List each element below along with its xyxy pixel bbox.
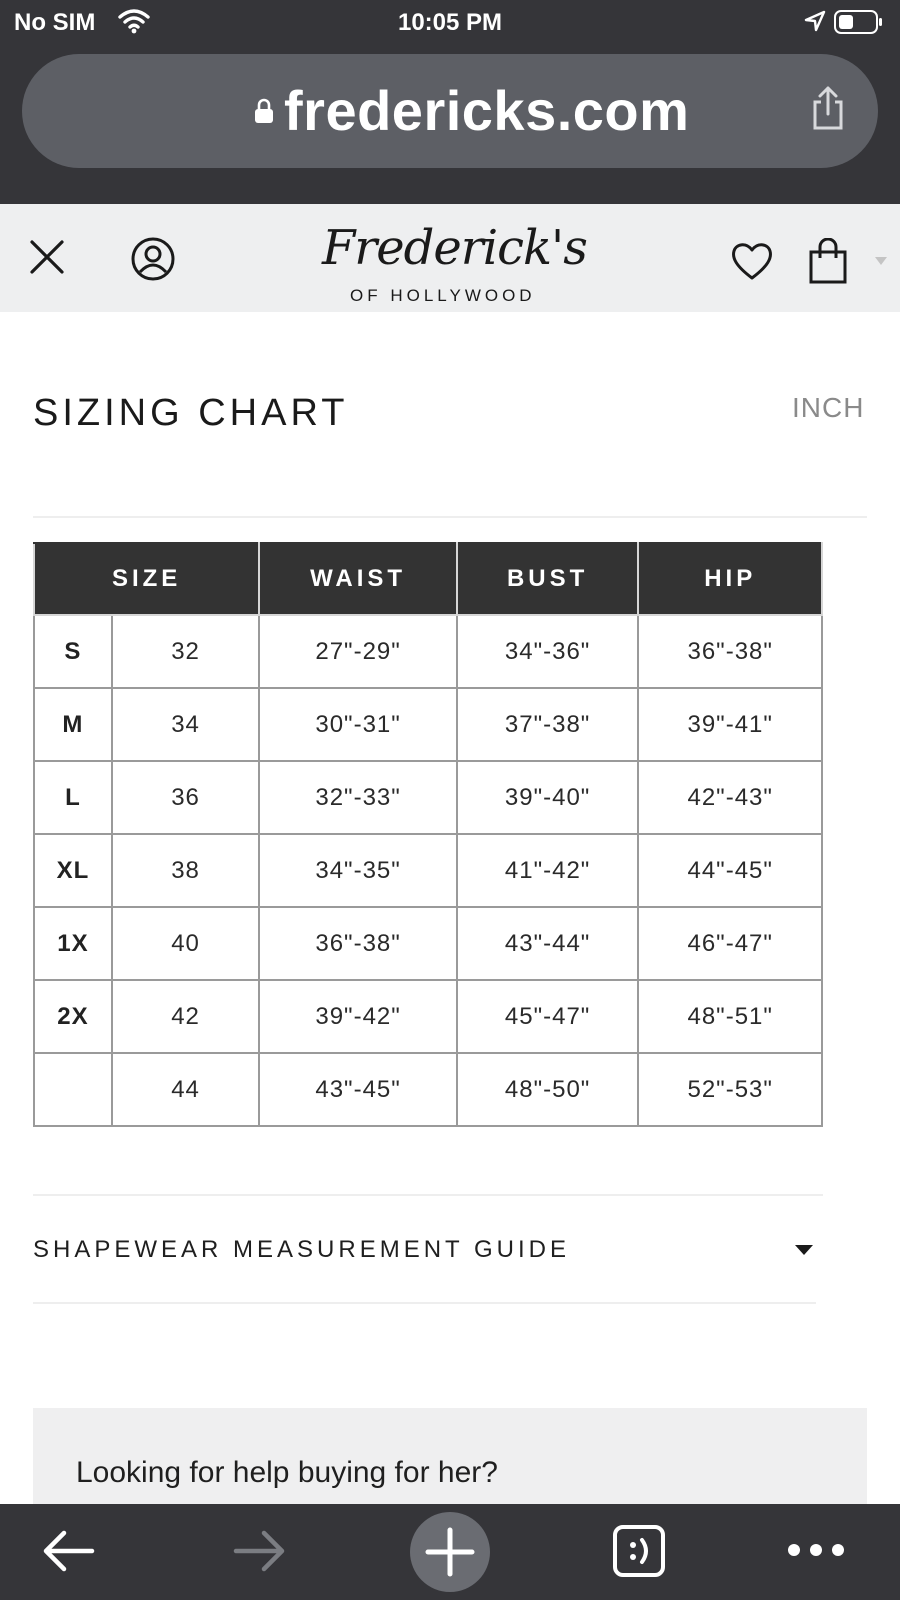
forward-arrow-icon[interactable] <box>232 1528 288 1574</box>
waist-value: 36"-38" <box>259 907 457 980</box>
bust-value: 37"-38" <box>457 688 639 761</box>
header-hip: HIP <box>638 543 822 615</box>
waist-value: 39"-42" <box>259 980 457 1053</box>
table-row <box>34 615 822 688</box>
caret-down-icon[interactable] <box>874 256 888 266</box>
table-row <box>34 761 822 834</box>
logo-script[interactable]: Frederick's <box>322 220 587 276</box>
status-carrier: No SIM <box>14 9 96 36</box>
table-row <box>34 688 822 761</box>
size-label: 2X <box>34 980 112 1053</box>
help-text: Looking for help buying for her? <box>76 1456 498 1489</box>
table-row <box>34 1053 822 1126</box>
table-row <box>34 834 822 907</box>
logo-subtitle: OF HOLLYWOOD <box>350 286 536 305</box>
waist-value: 34"-35" <box>259 834 457 907</box>
unit-toggle[interactable]: INCH <box>792 392 865 423</box>
hip-value: 36"-38" <box>638 615 822 688</box>
bust-value: 41"-42" <box>457 834 639 907</box>
waist-value: 32"-33" <box>259 761 457 834</box>
size-label: M <box>34 688 112 761</box>
address-bar[interactable] <box>22 54 878 168</box>
size-number: 40 <box>112 907 259 980</box>
page-title: SIZING CHART <box>33 392 349 434</box>
size-label: XL <box>34 834 112 907</box>
close-icon[interactable] <box>22 232 72 282</box>
caret-down-icon[interactable] <box>794 1244 814 1256</box>
bust-value: 45"-47" <box>457 980 639 1053</box>
size-number: 44 <box>112 1053 259 1126</box>
hip-value: 44"-45" <box>638 834 822 907</box>
status-bar <box>0 0 900 46</box>
header-bust: BUST <box>457 543 639 615</box>
bust-value: 34"-36" <box>457 615 639 688</box>
size-number: 32 <box>112 615 259 688</box>
help-box <box>33 1408 867 1508</box>
plus-icon <box>424 1526 476 1578</box>
hip-value: 46"-47" <box>638 907 822 980</box>
browser-top-bar <box>0 0 900 204</box>
size-label: 1X <box>34 907 112 980</box>
new-tab-button[interactable] <box>410 1512 490 1592</box>
header-waist: WAIST <box>259 543 457 615</box>
size-label: L <box>34 761 112 834</box>
heart-icon[interactable] <box>730 240 774 282</box>
tabs-icon[interactable] <box>612 1524 666 1578</box>
table-row <box>34 980 822 1053</box>
divider <box>33 516 867 518</box>
size-number: 38 <box>112 834 259 907</box>
lock-icon <box>254 98 274 124</box>
location-icon <box>804 10 826 32</box>
divider <box>33 1194 823 1196</box>
status-time: 10:05 PM <box>397 9 503 36</box>
waist-value: 43"-45" <box>259 1053 457 1126</box>
size-number: 36 <box>112 761 259 834</box>
bust-value: 48"-50" <box>457 1053 639 1126</box>
size-number: 34 <box>112 688 259 761</box>
waist-value: 30"-31" <box>259 688 457 761</box>
hip-value: 48"-51" <box>638 980 822 1053</box>
size-label: S <box>34 615 112 688</box>
waist-value: 27"-29" <box>259 615 457 688</box>
bust-value: 39"-40" <box>457 761 639 834</box>
battery-icon <box>834 10 884 34</box>
bust-value: 43"-44" <box>457 907 639 980</box>
more-icon[interactable] <box>786 1542 846 1558</box>
shopping-bag-icon[interactable] <box>808 238 848 284</box>
site-header <box>0 204 900 312</box>
sizing-table <box>33 542 823 1127</box>
hip-value: 39"-41" <box>638 688 822 761</box>
header-size: SIZE <box>34 543 259 615</box>
shapewear-guide-toggle[interactable]: SHAPEWEAR MEASUREMENT GUIDE <box>33 1236 570 1263</box>
table-row <box>34 907 822 980</box>
hip-value: 42"-43" <box>638 761 822 834</box>
share-icon[interactable] <box>808 84 848 132</box>
size-number: 42 <box>112 980 259 1053</box>
browser-toolbar <box>0 1504 900 1600</box>
url-text[interactable]: fredericks.com <box>284 79 690 142</box>
divider <box>33 1302 816 1304</box>
account-icon[interactable] <box>130 236 176 282</box>
table-header-row <box>34 543 822 615</box>
back-arrow-icon[interactable] <box>40 1528 96 1574</box>
size-label <box>34 1053 112 1126</box>
hip-value: 52"-53" <box>638 1053 822 1126</box>
